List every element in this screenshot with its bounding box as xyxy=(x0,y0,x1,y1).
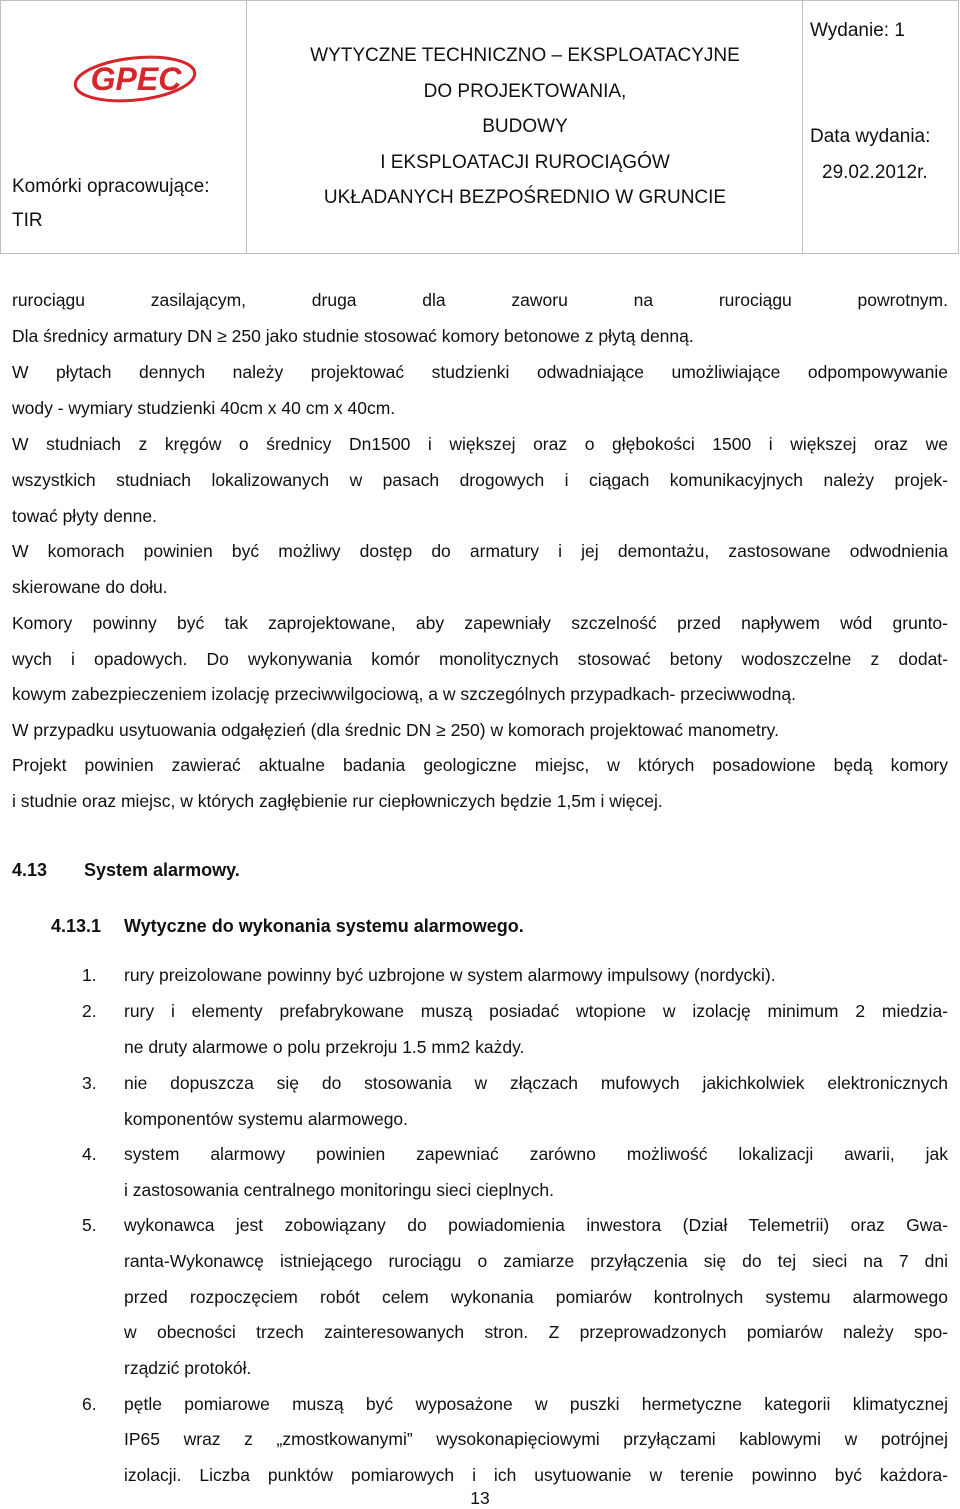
body-line: kowym zabezpieczeniem izolację przeciwwilgociową, a w szczególnych przypadkach- przeciwwodną. xyxy=(12,684,796,704)
list-item-line: pętle pomiarowe muszą być wyposażone w puszki hermetyczne kategorii klimatycznej xyxy=(124,1394,948,1414)
body-line: wszystkich studniach lokalizowanych w pasach drogowych i ciągach komunikacyjnych należy projek- xyxy=(12,470,948,490)
document-title xyxy=(248,38,802,216)
list-item-number: 3. xyxy=(82,1073,97,1093)
title-line: I EKSPLOATACJI RUROCIĄGÓW xyxy=(380,151,670,173)
list-item-line: rury i elementy prefabrykowane muszą posiadać wtopione w izolację minimum 2 miedzia- xyxy=(124,1001,948,1021)
list-item-line: ranta-Wykonawcę istniejącego rurociągu o zamiarze przyłączenia się do tej sieci na 7 dni xyxy=(124,1251,948,1271)
list-item-line: rządzić protokół. xyxy=(124,1358,252,1378)
title-line: DO PROJEKTOWANIA, xyxy=(423,80,627,102)
issue-date-value: 29.02.2012r. xyxy=(822,162,928,183)
body-line: tować płyty denne. xyxy=(12,506,157,526)
gpec-logo xyxy=(70,54,200,109)
body-line: wody - wymiary studzienki 40cm x 40 cm x 40cm. xyxy=(12,398,396,418)
list-item-line: przed rozpoczęciem robót celem wykonania pomiarów kontrolnych systemu alarmowego xyxy=(124,1287,948,1307)
list-item-number: 1. xyxy=(82,965,97,985)
list-item-number: 4. xyxy=(82,1144,97,1164)
list-item-number: 2. xyxy=(82,1001,97,1021)
body-line: skierowane do dołu. xyxy=(12,577,168,597)
subsection-number: 4.13.1 xyxy=(51,916,102,936)
list-item-line: wykonawca jest zobowiązany do powiadomienia inwestora (Dział Telemetrii) oraz Gwa- xyxy=(124,1215,948,1235)
body-line: wych i opadowych. Do wykonywania komór monolitycznych stosować betony wodoszczelne z dodat- xyxy=(12,649,948,669)
body-line: Dla średnicy armatury DN ≥ 250 jako studnie stosować komory betonowe z płytą denną. xyxy=(12,326,694,346)
subsection-title: Wytyczne do wykonania systemu alarmowego. xyxy=(124,916,524,936)
list-item-number: 5. xyxy=(82,1215,97,1235)
header-border-left xyxy=(0,0,1,254)
list-item-line: izolacji. Liczba punktów pomiarowych i ich usytuowanie w terenie powinno być każdora- xyxy=(124,1465,948,1485)
header-border-right xyxy=(958,0,959,254)
body-line: W studniach z kręgów o średnicy Dn1500 i większej oraz o głębokości 1500 i większej oraz we xyxy=(12,434,948,454)
header-border-top xyxy=(0,0,959,1)
page-number: 13 xyxy=(470,1488,490,1508)
list-item-line: ne druty alarmowe o polu przekroju 1.5 mm2 każdy. xyxy=(124,1037,525,1057)
list-item-line: nie dopuszcza się do stosowania w złączach mufowych jakichkolwiek elektronicznych xyxy=(124,1073,948,1093)
body-line: rurociągu zasilającym, druga dla zaworu na rurociągu powrotnym. xyxy=(12,290,948,310)
header-border-bottom xyxy=(0,253,959,254)
header-divider-1 xyxy=(246,0,247,254)
list-item-number: 6. xyxy=(82,1394,97,1414)
title-line: WYTYCZNE TECHNICZNO – EKSPLOATACYJNE xyxy=(310,45,740,66)
list-item-line: komponentów systemu alarmowego. xyxy=(124,1109,409,1129)
edition-label: Wydanie: 1 xyxy=(810,20,905,41)
body-line: W płytach dennych należy projektować studzienki odwadniające umożliwiające odpompowywanie xyxy=(12,362,948,382)
body-line: W przypadku usytuowania odgałęzień (dla średnic DN ≥ 250) w komorach projektować manometry. xyxy=(12,720,779,740)
body-line: Komory powinny być tak zaprojektowane, aby zapewniały szczelność przed napływem wód grunto- xyxy=(12,613,948,633)
document-header xyxy=(0,0,959,254)
list-item-line: system alarmowy powinien zapewniać zarówno możliwość lokalizacji awarii, jak xyxy=(124,1144,948,1164)
header-divider-2 xyxy=(802,0,803,254)
title-line: UKŁADANYCH BEZPOŚREDNIO W GRUNCIE xyxy=(323,187,727,208)
list-item-line: rury preizolowane powinny być uzbrojone w system alarmowy impulsowy (nordycki). xyxy=(124,965,776,985)
komorki-value: TIR xyxy=(12,210,43,231)
section-title: System alarmowy. xyxy=(84,860,240,880)
list-item-line: w obecności trzech zainteresowanych stron. Z przeprowadzonych pomiarów należy spo- xyxy=(124,1322,948,1342)
list-item-line: i zastosowania centralnego monitoringu sieci cieplnych. xyxy=(124,1180,554,1200)
body-line: W komorach powinien być możliwy dostęp do armatury i jej demontażu, zastosowane odwodnienia xyxy=(12,541,948,561)
title-line: BUDOWY xyxy=(482,116,568,137)
issue-date-label: Data wydania: xyxy=(810,126,931,147)
body-line: Projekt powinien zawierać aktualne badania geologiczne miejsc, w których posadowione będą komory xyxy=(12,755,948,775)
body-line: i studnie oraz miejsc, w których zagłębienie rur ciepłowniczych będzie 1,5m i więcej. xyxy=(12,791,663,811)
list-item-line: IP65 wraz z „zmostkowanymi” wysokonapięciowymi przyłączami kablowymi w potrójnej xyxy=(124,1429,948,1449)
komorki-label: Komórki opracowujące: xyxy=(12,176,210,197)
section-number: 4.13 xyxy=(12,860,48,880)
svg-text:GPEC: GPEC xyxy=(90,61,182,97)
